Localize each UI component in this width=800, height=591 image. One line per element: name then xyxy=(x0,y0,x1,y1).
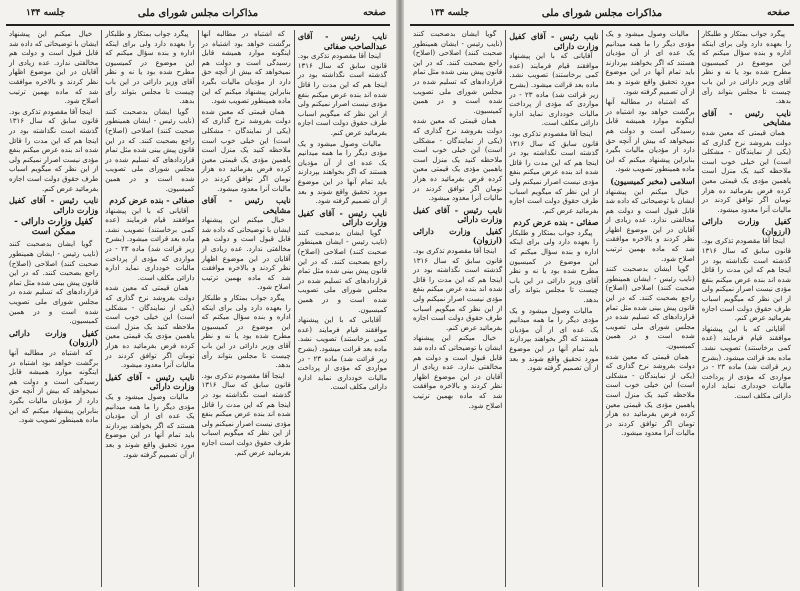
paragraph: مالیات وصول میشود و یک مؤدی دیگر را ما همه میدانیم یک عده ای از آن مؤدیان هستند که اگر بخواهند بپردازند باید تمام آنها در این موضوع مورد تحقیق واقع شوند و بعد از آن تصمیم گرفته شود. xyxy=(297,139,387,206)
speaker-line: نایب رئیس - آقای مشایخی xyxy=(701,107,791,128)
speaker-line: کفیل وزارت دارائی (ارزوان) xyxy=(413,225,503,246)
paragraph: آقایانی که با این پیشنهاد موافقند قیام فرمایند (عده کمی برخاستند) تصویب نشد. ماده بعد قرائت میشود. (بشرح زیر قرائت شد) ماده ۲۳ - در مواردی که مؤدی از پرداخت مالیات خودداری نماید اداره دارائی مکلف است. xyxy=(509,52,599,128)
paragraph: خیال میکنم این پیشنهاد ایشان با توضیحاتی که داده شد قابل قبول است و دولت هم مخالفتی ندارد. عده زیادی از آقایان در این موضوع اظهار نظر کردند و بالاخره موافقت شد که ماده بهمین ترتیب اصلاح شود. xyxy=(201,216,291,292)
speaker-line: نایب رئیس - آقای عبدالصاحب صفائی xyxy=(297,31,387,51)
speaker-line: کفیل وزارت دارائی (ارزوان) xyxy=(701,216,791,236)
paragraph: همان قیمتی که معین شده دولت بفروشد نرخ گذاری که (یکی از نمایندگان - مشکلی است) این خیلی خوب است ملاحظه کنید یک منزل است یاهمین مؤدی یک قیمتی معین کرده فرض بفرمائید ده هزار تومان اگر توافق کردند در مالیات آنرا معدود میشود. xyxy=(605,352,695,438)
paragraph: که اشتباه در مطالبه آنها برگشت خواهد بود اشتباه در اینگونه موارد همیشه قابل رسیدگی است و دولت هم نمیخواهد که بیش از آنچه حق دارد از مؤدیان مالیات بگیرد بنابراین پیشنهاد میکنم که این ماده همینطور تصویب شود. xyxy=(9,349,99,425)
paragraph: گویا ایشان بدصحبت کنند (نایب رئیس - ایشان همینطور صحبت کنند) اصلاحی (اصلاح) راجع بصحبت کنند. که در این قانون پیش بینی شده مثل تمام قراردادهای که تسلیم شده در مجلس شورای ملی تصویب شده است و در همین کمیسیون. xyxy=(605,265,695,350)
section-heading: کفیل وزارت دارائی - ممکن است xyxy=(14,217,94,237)
left-page-header xyxy=(6,6,390,26)
paragraph: اینجا آقا مقصودم تذکری بود. قانون سابق که سال ۱۳۱۶ گذشته است نگذاشته بود در اینجا هم که این مدت را قائل شده اند بنده عرض میکنم بنفع مؤدی نیست اصرار نمیکنم ولی از این نظر که میگویم اسباب طرف حقوق دولت است اجازه بفرمائید عرض کنم. xyxy=(201,371,291,457)
text-columns xyxy=(410,30,794,587)
paragraph: خیال میکنم این پیشنهاد ایشان با توضیحاتی که داده شد قابل قبول است و دولت هم مخالفتی ندارد. عده زیادی از آقایان در این موضوع اظهار نظر کردند و بالاخره موافقت شد که ماده بهمین ترتیب اصلاح شود. xyxy=(605,187,695,263)
paragraph: اینجا آقا مقصودم تذکری بود. قانون سابق که سال ۱۳۱۶ گذشته است نگذاشته بود در اینجا هم که این مدت را قائل شده اند بنده عرض میکنم بنفع مؤدی نیست اصرار نمیکنم ولی از این نظر که میگویم اسباب طرف حقوق دولت است اجازه بفرمائید عرض کنم. xyxy=(701,237,791,323)
paragraph: که اشتباه در مطالبه آنها برگشت خواهد بود اشتباه در اینگونه موارد همیشه قابل رسیدگی است و دولت هم نمیخواهد که بیش از آنچه حق دارد از مؤدیان مالیات بگیرد بنابراین پیشنهاد میکنم که این ماده همینطور تصویب شود. xyxy=(201,30,291,106)
paragraph: خیال میکنم این پیشنهاد ایشان با توضیحاتی که داده شد قابل قبول است و دولت هم مخالفتی ندارد. عده زیادی از آقایان در این موضوع اظهار نظر کردند و بالاخره موافقت شد که ماده بهمین ترتیب اصلاح شود. xyxy=(413,334,503,410)
text-column xyxy=(294,30,390,587)
text-column xyxy=(198,30,294,587)
session-number: جلسه ۱۳۴ xyxy=(430,8,470,18)
paragraph: خیال میکنم این پیشنهاد ایشان با توضیحاتی که داده شد قابل قبول است و دولت هم مخالفتی ندارد. عده زیادی از آقایان در این موضوع اظهار نظر کردند و بالاخره موافقت شد که ماده بهمین ترتیب اصلاح شود. xyxy=(9,30,99,106)
text-column xyxy=(505,30,601,587)
speaker-line: نایب رئیس - آقای کفیل وزارت دارائی xyxy=(509,31,599,51)
paragraph: پیگرد جواب بمتکار و طلبکار را بعهده دارد ولی برای اینکه اداره و بنده سؤال میکنم که این موضوع در کمیسیون مطرح شده بود یا نه و نظر آقای وزیر دارائی در این باب چیست تا مجلس بتواند رأی بدهد. xyxy=(701,30,791,106)
page-label: صفحه xyxy=(767,8,790,18)
speaker-line: نایب رئیس - آقای کفیل وزارت دارائی xyxy=(105,371,195,392)
page-label: صفحه xyxy=(363,8,386,18)
header-rule xyxy=(6,24,390,26)
right-page-header xyxy=(410,6,794,26)
paragraph: مالیات وصول میشود و یک مؤدی دیگر را ما همه میدانیم یک عده ای از آن مؤدیان هستند که اگر بخواهند بپردازند باید تمام آنها در این موضوع مورد تحقیق واقع شوند و بعد از آن تصمیم گرفته شود. xyxy=(105,392,195,459)
speaker-line: کفیل وزارت دارائی (ارزوان) xyxy=(9,327,99,348)
paragraph: پیگرد جواب بمتکار و طلبکار را بعهده دارد ولی برای اینکه اداره و بنده سؤال میکنم که این موضوع در کمیسیون مطرح شده بود یا نه و نظر آقای وزیر دارائی در این باب چیست تا مجلس بتواند رأی بدهد. xyxy=(509,228,599,305)
paragraph: همان قیمتی که معین شده دولت بفروشد نرخ گذاری که (یکی از نمایندگان - مشکلی است) این خیلی خوب است ملاحظه کنید یک منزل است یاهمین مؤدی یک قیمتی معین کرده فرض بفرمائید ده هزار تومان اگر توافق کردند در مالیات آنرا معدود میشود. xyxy=(105,284,195,370)
paragraph: همان قیمتی که معین شده دولت بفروشد نرخ گذاری که (یکی از نمایندگان - مشکلی است) این خیلی خوب است ملاحظه کنید یک منزل است یاهمین مؤدی یک قیمتی معین کرده فرض بفرمائید ده هزار تومان اگر توافق کردند در مالیات آنرا معدود میشود. xyxy=(201,107,291,193)
publication-title: مذاکرات مجلس شورای ملی xyxy=(137,8,259,19)
text-column xyxy=(698,30,794,587)
paragraph: مالیات وصول میشود و یک مؤدی دیگر را ما همه میدانیم یک عده ای از آن مؤدیان هستند که اگر بخواهند بپردازند باید تمام آنها در این موضوع مورد تحقیق واقع شوند و بعد از آن تصمیم گرفته شود. xyxy=(605,30,695,96)
paragraph: که اشتباه در مطالبه آنها برگشت خواهد بود اشتباه در اینگونه موارد همیشه قابل رسیدگی است و دولت هم نمیخواهد که بیش از آنچه حق دارد از مؤدیان مالیات بگیرد بنابراین پیشنهاد میکنم که این ماده همینطور تصویب شود. xyxy=(605,98,695,174)
text-column xyxy=(6,30,101,587)
paragraph: آقایانی که با این پیشنهاد موافقند قیام فرمایند (عده کمی برخاستند) تصویب نشد. ماده بعد قرائت میشود. (بشرح زیر قرائت شد) ماده ۲۳ - در مواردی که مؤدی از پرداخت مالیات خودداری نماید اداره دارائی مکلف است. xyxy=(701,324,791,400)
paragraph: گویا ایشان بدصحبت کنند (نایب رئیس - ایشان همینطور صحبت کنند) اصلاحی (اصلاح) راجع بصحبت کنند. که در این قانون پیش بینی شده مثل تمام قراردادهای که تسلیم شده در مجلس شورای ملی تصویب شده است و در همین کمیسیون. xyxy=(105,107,195,193)
paragraph: همان قیمتی که معین شده دولت بفروشد نرخ گذاری که (یکی از نمایندگان - مشکلی است) این خیلی خوب است ملاحظه کنید یک منزل است یاهمین مؤدی یک قیمتی معین کرده فرض بفرمائید ده هزار تومان اگر توافق کردند در مالیات آنرا معدود میشود. xyxy=(413,117,503,203)
speaker-line: نایب رئیس - آقای کفیل وزارت دارائی xyxy=(9,195,99,215)
publication-title: مذاکرات مجلس شورای ملی xyxy=(541,8,663,19)
paragraph: آقایانی که با این پیشنهاد موافقند قیام فرمایند (عده کمی برخاستند) تصویب نشد. ماده بعد قرائت میشود. (بشرح زیر قرائت شد) ماده ۲۳ - در مواردی که مؤدی از پرداخت مالیات خودداری نماید اداره دارائی مکلف است. xyxy=(297,316,387,392)
paragraph: گویا ایشان بدصحبت کنند (نایب رئیس - ایشان همینطور صحبت کنند) اصلاحی (اصلاح) راجع بصحبت کنند. که در این قانون پیش بینی شده مثل تمام قراردادهای که تسلیم شده در مجلس شورای ملی تصویب شده است و در همین کمیسیون. xyxy=(9,240,99,326)
speaker-line: نایب رئیس - آقای کفیل وزارت دارائی xyxy=(297,207,387,228)
paragraph: اینجا آقا مقصودم تذکری بود. قانون سابق که سال ۱۳۱۶ گذشته است نگذاشته بود در اینجا هم که این مدت را قائل شده اند بنده عرض میکنم بنفع مؤدی نیست اصرار نمیکنم ولی از این نظر که میگویم اسباب طرف حقوق دولت است اجازه بفرمائید عرض کنم. xyxy=(413,247,503,332)
speaker-line: اسلامی (مخبر کمیسیون) xyxy=(610,175,695,186)
left-page xyxy=(0,0,396,591)
speaker-line: صفائی - بنده عرض کردم xyxy=(109,195,195,206)
speaker-line: نایب رئیس - آقای مشایخی xyxy=(201,195,291,215)
paragraph: گویا ایشان بدصحبت کنند (نایب رئیس - ایشان همینطور صحبت کنند) اصلاحی (اصلاح) راجع بصحبت کنند. که در این قانون پیش بینی شده مثل تمام قراردادهای که تسلیم شده در مجلس شورای ملی تصویب شده است و در همین کمیسیون. xyxy=(297,228,387,314)
session-number: جلسه ۱۳۴ xyxy=(26,8,66,18)
paragraph: مالیات وصول میشود و یک مؤدی دیگر را ما همه میدانیم یک عده ای از آن مؤدیان هستند که اگر بخواهند بپردازند باید تمام آنها در این موضوع مورد تحقیق واقع شوند و بعد از آن تصمیم گرفته شود. xyxy=(509,306,599,373)
text-column xyxy=(101,30,197,587)
paragraph: پیگرد جواب بمتکار و طلبکار را بعهده دارد ولی برای اینکه اداره و بنده سؤال میکنم که این موضوع در کمیسیون مطرح شده بود یا نه و نظر آقای وزیر دارائی در این باب چیست تا مجلس بتواند رأی بدهد. xyxy=(105,30,195,106)
paragraph: اینجا آقا مقصودم تذکری بود. قانون سابق که سال ۱۳۱۶ گذشته است نگذاشته بود در اینجا هم که این مدت را قائل شده اند بنده عرض میکنم بنفع مؤدی نیست اصرار نمیکنم ولی از این نظر که میگویم اسباب طرف حقوق دولت است اجازه بفرمائید عرض کنم. xyxy=(509,129,599,215)
paragraph: آقایانی که با این پیشنهاد موافقند قیام فرمایند (عده کمی برخاستند) تصویب نشد. ماده بعد قرائت میشود. (بشرح زیر قرائت شد) ماده ۲۳ - در مواردی که مؤدی از پرداخت مالیات خودداری نماید اداره دارائی مکلف است. xyxy=(105,206,195,282)
paragraph: گویا ایشان بدصحبت کنند (نایب رئیس - ایشان همینطور صحبت کنند) اصلاحی (اصلاح) راجع بصحبت کنند. که در این قانون پیش بینی شده مثل تمام قراردادهای که تسلیم شده در مجلس شورای ملی تصویب شده است و در همین کمیسیون. xyxy=(413,30,503,115)
text-column xyxy=(410,30,505,587)
header-rule xyxy=(410,24,794,26)
paragraph: اینجا آقا مقصودم تذکری بود. قانون سابق که سال ۱۳۱۶ گذشته است نگذاشته بود در اینجا هم که این مدت را قائل شده اند بنده عرض میکنم بنفع مؤدی نیست اصرار نمیکنم ولی از این نظر که میگویم اسباب طرف حقوق دولت است اجازه بفرمائید عرض کنم. xyxy=(9,107,99,193)
paragraph: همان قیمتی که معین شده دولت بفروشد نرخ گذاری که (یکی از نمایندگان - مشکلی است) این خیلی خوب است ملاحظه کنید یک منزل است یاهمین مؤدی یک قیمتی معین کرده فرض بفرمائید ده هزار تومان اگر توافق کردند در مالیات آنرا معدود میشود. xyxy=(701,128,791,214)
right-page xyxy=(404,0,800,591)
book-gutter xyxy=(396,0,404,591)
speaker-line: نایب رئیس - آقای کفیل وزارت دارائی xyxy=(413,204,503,225)
text-columns xyxy=(6,30,390,587)
paragraph: اینجا آقا مقصودم تذکری بود. قانون سابق که سال ۱۳۱۶ گذشته است نگذاشته بود در اینجا هم که این مدت را قائل شده اند بنده عرض میکنم بنفع مؤدی نیست اصرار نمیکنم ولی از این نظر که میگویم اسباب طرف حقوق دولت است اجازه بفرمائید عرض کنم. xyxy=(297,52,387,137)
paragraph: پیگرد جواب بمتکار و طلبکار را بعهده دارد ولی برای اینکه اداره و بنده سؤال میکنم که این موضوع در کمیسیون مطرح شده بود یا نه و نظر آقای وزیر دارائی در این باب چیست تا مجلس بتواند رأی بدهد. xyxy=(201,294,291,370)
text-column xyxy=(602,30,698,587)
speaker-line: صفائی - بنده عرض کردم xyxy=(513,217,599,228)
